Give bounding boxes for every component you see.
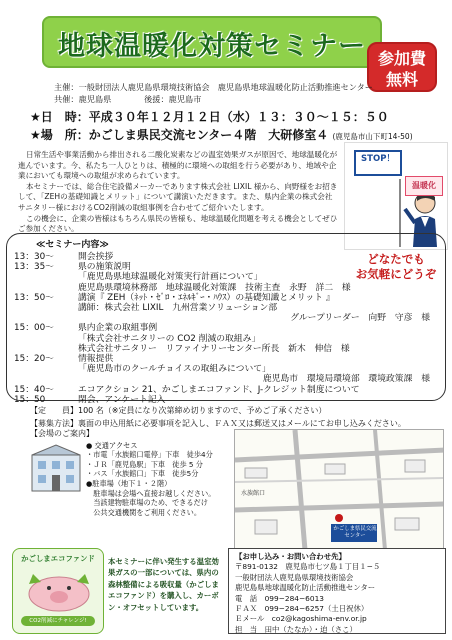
venue-line: ●駐車場（地下１・２階） [86, 478, 172, 488]
location-map[interactable] [234, 429, 444, 549]
free-admission-badge [367, 42, 437, 92]
program-time: 13：30〜 [14, 252, 54, 262]
pig-mascot-icon [13, 564, 105, 612]
intro-paragraph: この機会に、企業の皆様はもちろん県民の皆様も、地球温暖化問題を考える機会としてぜひご参加ください。 [18, 213, 338, 234]
badge-line1: 参加費 [377, 49, 426, 68]
event-place-name: ★場 所：かごしま県民交流センター４階 大研修室４ [30, 128, 329, 142]
contact-line: Ｅメール co2@kagoshima-env.or.jp [235, 614, 367, 624]
venue-building-icon [30, 443, 82, 495]
eco-fund-logo-slogan: CO2削減にチャレンジ! [21, 616, 95, 626]
eco-fund-logo-title: かごしまエコファンド [21, 554, 95, 563]
program-time: 13：50〜 [14, 292, 54, 303]
program-speaker: グループリーダー 向野 守彦 様 [290, 313, 430, 324]
eco-fund-logo [12, 548, 104, 634]
stop-sign: STOP！ [354, 150, 402, 176]
program-content: 講演『 ZEH（ﾈｯﾄ・ｾﾞﾛ・ｴﾈﾙｷﾞｰ・ﾊｳｽ）の基礎知識とメリット 』 [78, 292, 335, 303]
contact-line: 担 当 田中（たなか）・迫（さこ） [235, 624, 357, 634]
contact-line: ＦＡＸ 099−284−6257（土日祝休） [235, 604, 369, 614]
program-speaker: 鹿児島市 環境局環境部 環境政策課 様 [262, 374, 430, 385]
cohost-line: 共催：鹿児島県 後援：鹿児島市 [54, 94, 202, 104]
contact-line: 鹿児島県地球温暖化防止活動推進センター [235, 583, 376, 593]
contact-info [228, 548, 446, 634]
contact-heading: 【お申し込み・お問い合わせ先】 [235, 552, 346, 561]
contact-line: 一般財団法人鹿児島県環境技術協会 [235, 572, 354, 582]
contact-details [235, 562, 439, 635]
program-content: 株式会社サニタリー リファイナリーセンター所長 新木 伸信 様 [78, 343, 350, 354]
venue-line: 公共交通機関をご利用ください。 [86, 507, 202, 517]
program-content: 講師：株式会社 LIXIL 九州営業ソリューション部 [78, 303, 278, 313]
intro-paragraph: 本セミナーでは、総合住宅設備メーカーであります株式会社 LIXIL 様から、向野様をお招きして、「ZEHの基礎知識とメリット」について講演いただきます。また、県内企業の株式会社サニタリー様におけるCO2削減の取組事例を合わせてご紹介いたします。 [18, 181, 338, 212]
contact-line: 電 話 099−284−6013 [235, 593, 324, 603]
event-place [30, 126, 413, 143]
page-title: 地球温暖化対策セミナー [58, 31, 366, 62]
program-content: 「鹿児島市のクールチョイスの取組みについて」 [78, 364, 271, 375]
program-heading: ≪セミナー内容≫ [36, 240, 109, 250]
program-time: 15：00〜 [14, 323, 54, 334]
event-date: ★日 時：平成３０年１２月１２日（水）１３：３０〜１５：５０ [30, 110, 389, 124]
venue-line: ● 交通アクセス [86, 440, 138, 450]
venue-line: 駐車場は会場へ直接お越しください。 [86, 488, 216, 498]
program-time: 15：50 [14, 394, 46, 405]
application-note: 【募集方法】裏面の申込用紙に必要事項を記入し、ＦＡＸ又は郵送又はメールにてお申し込みください。 [30, 419, 406, 428]
program-content: 「株式会社サニタリーの CO2 削減の取組み」 [78, 333, 261, 344]
eco-fund-description: 本セミナーに伴い発生する温室効果ガスの一部については、県内の森林整備による吸収量（かごしまエコファンド）を購入し、カーボン・オフセットしています。 [108, 557, 219, 612]
program-content: 「鹿児島県地球温暖化対策実行計画について」 [78, 272, 263, 283]
welcome-line1: どなたでも [367, 252, 425, 266]
contact-line: 〒891-0132 鹿児島市七ツ島１丁目１−５ [235, 562, 381, 572]
program-content: 情報提供 [78, 354, 114, 364]
capacity-note: 【定 員】100 名（※定員になり次第締め切りますので、予めご了承ください） [30, 406, 327, 415]
venue-line: ・バス「水族館口」下車 徒歩5分 [86, 469, 199, 479]
program-content: 閉会、アンケート記入 [78, 394, 166, 405]
event-place-address: (鹿児島市山下町14-50) [332, 132, 413, 141]
venue-line: 当該建物駐車場のため、できるだけ [86, 498, 208, 508]
program-content: 開会挨拶 [78, 252, 114, 262]
program-time: 15：20〜 [14, 354, 54, 364]
host-line: 主催：一般財団法人鹿児島県環境技術協会 鹿児島県地球温暖化防止活動推進センター [54, 82, 373, 92]
venue-heading: 【会場のご案内】 [30, 429, 94, 438]
program-time: 13：35〜 [14, 262, 54, 273]
program-content: 鹿児島県環境林務部 地球温暖化対策課 技術主査 永野 詳二 様 [78, 282, 351, 293]
intro-paragraph: 日常生活や事業活動から排出される二酸化炭素などの温室効果ガスが原因で、地球温暖化が進んでいます。今、私たち一人ひとりは、積極的に環境への取組を行う必要があり、地域や企業においても環境への取組が求められています。 [18, 150, 338, 181]
map-station-label: 水族館口 [241, 490, 266, 497]
program-content: エコアクション 21、かごしまエコファンド、J-クレジット制度について [78, 384, 360, 395]
venue-guide [30, 429, 230, 544]
venue-details [86, 441, 215, 518]
warming-board: 温暖化 [405, 176, 443, 196]
venue-line: ・市電「水族館口電停」下車 徒歩4分 [86, 450, 213, 460]
venue-line: ・ＪＲ「鹿児島駅」下車 徒歩 5 分 [86, 459, 203, 469]
welcome-line2: お気軽にどうぞ [355, 267, 437, 281]
map-venue-label: かごしま県民交流センター [333, 526, 377, 539]
program-time: 15：40〜 [14, 384, 54, 395]
program-content: 県内企業の取組事例 [78, 323, 158, 334]
intro-text [18, 150, 340, 235]
program-content: 県の施策説明 [78, 262, 131, 273]
badge-line2: 無料 [385, 70, 418, 89]
